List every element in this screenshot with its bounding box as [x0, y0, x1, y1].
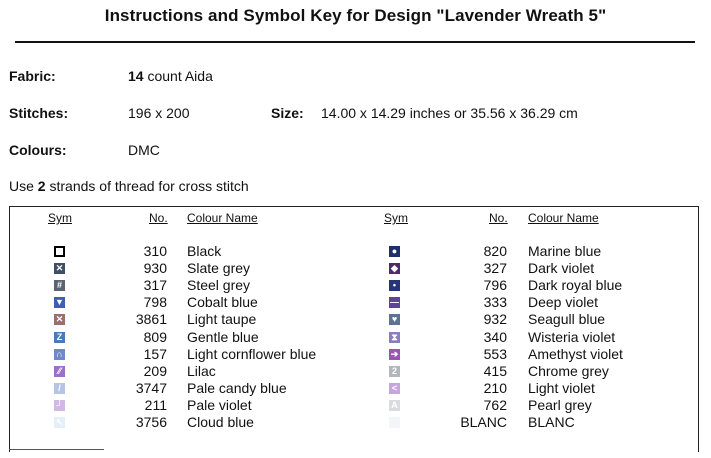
symbol-swatch-icon: •	[389, 280, 400, 291]
dmc-number: 930	[143, 260, 167, 277]
dmc-number: 932	[483, 311, 507, 328]
symbol-swatch-icon: 2	[389, 366, 400, 377]
page-title: Instructions and Symbol Key for Design "Lavender Wreath 5"	[104, 6, 607, 25]
dmc-number: BLANC	[460, 414, 507, 430]
symbol-swatch-icon: ┘	[54, 400, 65, 411]
dmc-number: 3756	[135, 414, 167, 430]
title-divider	[15, 41, 695, 43]
fabric-text: count Aida	[143, 68, 213, 84]
dmc-number: 415	[483, 362, 507, 379]
symbol-swatch-icon: —	[390, 297, 399, 308]
dmc-number: 820	[483, 243, 507, 259]
colour-name: Steel grey	[187, 277, 251, 294]
colour-name: Cobalt blue	[187, 294, 258, 311]
symbol-swatch-icon: <	[389, 383, 400, 394]
symbol-swatch-icon: ⧗	[389, 332, 400, 343]
header-sym-right: Sym	[384, 211, 408, 225]
colour-name: Slate grey	[187, 260, 251, 277]
symbol-swatch-icon: ▼	[55, 297, 64, 308]
dmc-number: 317	[143, 277, 167, 294]
dmc-number: 798	[143, 294, 167, 311]
colour-name: Pearl grey	[528, 396, 592, 413]
symbol-swatch-icon: ♥	[389, 314, 400, 325]
dmc-number: 762	[483, 396, 507, 413]
colours-label: Colours:	[9, 142, 67, 158]
header-name-left: Colour Name	[187, 211, 258, 225]
dmc-number: 310	[143, 243, 167, 259]
colour-name: Dark royal blue	[528, 277, 623, 294]
thread-instruction	[9, 178, 249, 194]
colour-name: Light violet	[528, 379, 595, 396]
instruction-pre: Use	[9, 178, 38, 194]
fabric-count: 14	[128, 68, 144, 84]
colour-name: BLANC	[528, 414, 575, 430]
colour-name: Light cornflower blue	[187, 345, 317, 362]
strand-count: 2	[37, 178, 46, 194]
colour-name: Lilac	[187, 362, 216, 379]
colour-name: Cloud blue	[187, 414, 254, 430]
symbol-swatch-icon: ➔	[390, 348, 399, 359]
stitches-value: 196 x 200	[128, 105, 190, 121]
colour-name: Black	[187, 243, 222, 259]
dmc-number: 211	[144, 396, 167, 413]
symbol-swatch-icon: ◆	[389, 263, 400, 274]
colour-name: Pale violet	[187, 396, 252, 413]
dmc-number: 3747	[135, 379, 167, 396]
dmc-number: 333	[483, 294, 507, 311]
stitches-label: Stitches:	[9, 105, 69, 121]
symbol-swatch-icon: /	[54, 383, 65, 394]
symbol-swatch-icon: ⁄⁄	[54, 366, 65, 377]
colour-name: Light taupe	[187, 311, 257, 328]
size-value: 14.00 x 14.29 inches or 35.56 x 36.29 cm	[321, 105, 578, 121]
colour-name: Seagull blue	[528, 311, 606, 328]
symbol-swatch-icon	[54, 246, 65, 257]
header-sym-left: Sym	[48, 211, 72, 225]
fabric-label: Fabric:	[9, 68, 56, 84]
dmc-number: 809	[143, 328, 167, 345]
colour-name: Wisteria violet	[528, 328, 616, 345]
bottom-rule	[9, 449, 104, 450]
colour-name: Dark violet	[528, 260, 595, 277]
symbol-swatch-icon: Z	[54, 332, 65, 343]
symbol-swatch-icon: ∩	[54, 349, 65, 360]
colour-name: Pale candy blue	[187, 379, 287, 396]
header-no-right: No.	[489, 211, 508, 225]
symbol-swatch-icon: ✕	[55, 314, 64, 325]
symbol-swatch-icon	[389, 417, 400, 428]
colour-name: Chrome grey	[528, 362, 609, 379]
instruction-post: strands of thread for cross stitch	[45, 178, 249, 194]
header-name-right: Colour Name	[528, 211, 599, 225]
symbol-swatch-icon: ✕	[55, 263, 64, 274]
dmc-number: 327	[483, 260, 507, 277]
colours-value: DMC	[128, 142, 160, 158]
colour-name: Marine blue	[528, 243, 602, 259]
colour-name: Gentle blue	[187, 328, 259, 345]
dmc-number: 3861	[135, 311, 167, 328]
symbol-swatch-icon: A	[389, 400, 400, 411]
dmc-number: 796	[483, 277, 507, 294]
symbol-swatch-icon: ↖	[55, 417, 64, 427]
fabric-value	[128, 68, 213, 84]
header-no-left: No.	[149, 211, 168, 225]
dmc-number: 157	[143, 345, 167, 362]
symbol-swatch-icon: #	[54, 280, 65, 291]
symbol-swatch-icon: ●	[389, 246, 400, 257]
dmc-number: 340	[483, 328, 507, 345]
dmc-number: 210	[483, 379, 507, 396]
dmc-number: 209	[143, 362, 167, 379]
dmc-number: 553	[483, 345, 507, 362]
colour-name: Amethyst violet	[528, 345, 623, 362]
size-label: Size:	[271, 105, 304, 121]
colour-name: Deep violet	[528, 294, 599, 311]
